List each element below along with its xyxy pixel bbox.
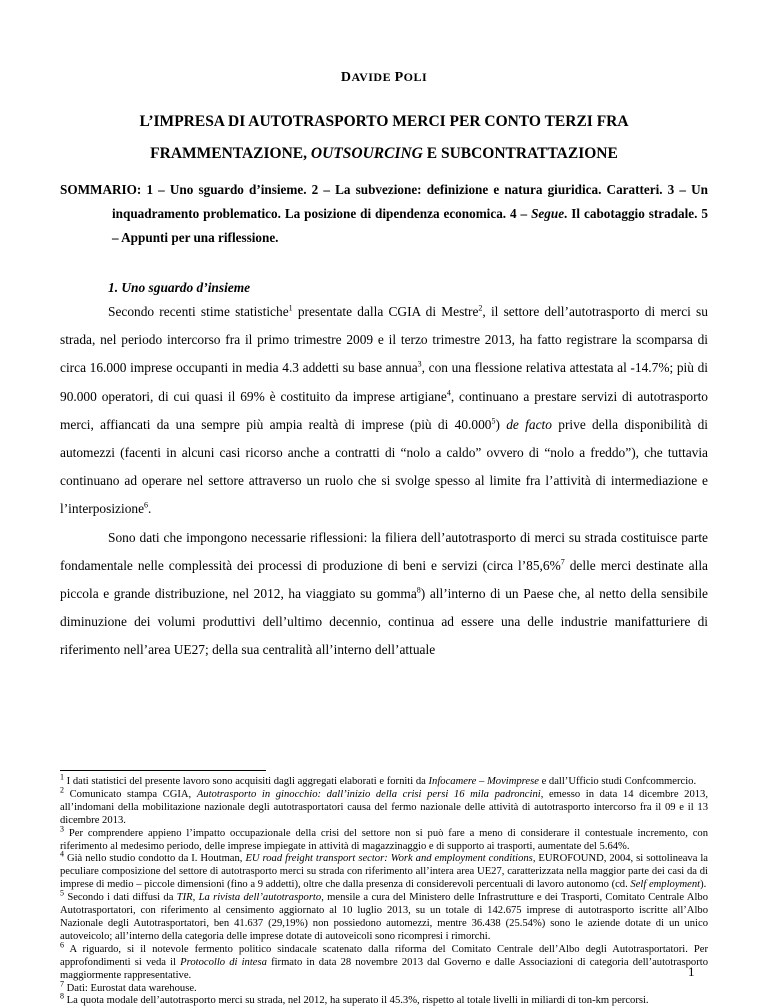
footnote-ref-6: 6 [144, 500, 149, 510]
footnote-ref-3: 3 [417, 359, 422, 369]
footnote-text: Per comprendere appieno l’impatto occupazionale della crisi del settore non si può fare a meno di considerare il contestuale incremento, con riferimento al medesimo periodo, delle imprese impiegate in attività di magazzinaggio e di supporto ai trasporti, aumentate del 5.64%. [60, 827, 708, 852]
footnote-number: 2 [60, 785, 64, 795]
footnote-text: I dati statistici del presente lavoro sono acquisiti dagli aggregati elaborati e forniti da [64, 776, 429, 787]
footnote-divider [60, 770, 266, 771]
p1-s4: , con una flessione relativa attestata al -14.7%; più di 90.000 operatori, di cui quasi il 69% è costituito da imprese artigiane [60, 360, 708, 404]
footnote-number: 3 [60, 824, 64, 834]
p2-s1: Sono dati che impongono necessarie riflessioni: la filiera dell’autotrasporto di merci su strada costituisce parte fondamentale nelle complessità dei processi di produzione di beni e servizi (circa l’85,6% [60, 529, 708, 573]
footnote-ref-4: 4 [446, 388, 451, 398]
footnote-2 [60, 785, 708, 828]
footnote-text: La quota modale dell’autotrasporto merci su strada, nel 2012, ha superato il 45.3%, rispetto al totale livelli in miliardi di ton-km percorsi. [64, 995, 649, 1007]
footnote-text: , EUROFOUND, 2004, si sottolineava la peculiare composizione del settore di autotrasporto merci su strada con riferimento all’intera area UE27, caratterizzata nella maggior parte dei casi da di imprese di medio – piccole dimensioni (fino a 9 addetti), oltre che dalla presenza di considerevoli percentuali di lavoro autonomo (cd. [60, 853, 709, 891]
author-last-rest: OLI [403, 70, 428, 84]
footnote-number: 7 [60, 978, 64, 988]
footnote-em: Autotrasporto in ginocchio: dall’inizio della crisi persi 16 mila padroncini [196, 788, 541, 800]
footnote-em: TIR, La rivista dell’autotrasporto [176, 892, 322, 904]
footnote-3 [60, 824, 708, 854]
footnote-number: 6 [60, 940, 64, 950]
footnote-em: Self employment [630, 879, 701, 891]
p1-s2: presentate dalla CGIA di Mestre [292, 304, 479, 319]
footnote-text: firmato in data 28 novembre 2013 dal Governo e dalle Associazioni di categoria dell’autotrasporto maggiormente rappresentative. [60, 956, 708, 981]
footnote-5 [60, 888, 708, 944]
p1-s3: , il settore dell’autotrasporto di merci su strada, nel periodo intercorso fra il primo trimestre 2009 e il terzo trimestre 2013, ha fatto registrare la scomparsa di circa 16.000 imprese occupanti in media 4.3 addetti su base annua [60, 304, 708, 376]
footnote-4 [60, 849, 709, 892]
footnote-number: 5 [60, 888, 64, 898]
p1-s5: , continuano a prestare servizi di autotrasporto merci, affiancati da una sempre più ampia realtà di imprese (più di 40.000 [60, 388, 708, 432]
section-heading: 1. Uno sguardo d’insieme [108, 280, 251, 295]
footnote-text: e dall’Ufficio studi Confcommercio. [538, 776, 697, 787]
footnote-7 [60, 978, 708, 996]
author-last-initial: P [394, 70, 404, 85]
footnote-text: Già nello studio condotto da I. Houtman, [64, 853, 246, 865]
footnote-ref-7: 7 [560, 557, 565, 567]
title-line-2-pre: FRAMMENTAZIONE, [150, 145, 311, 162]
footnote-ref-8: 8 [416, 585, 421, 595]
footnote-6 [60, 940, 708, 983]
title-line-2-em: OUTSOURCING [310, 145, 423, 162]
summary-em: Segue [531, 206, 565, 221]
footnote-text: , emesso in data 14 dicembre 2013, all’indomani della mobilitazione nazionale degli autotrasportatori causa del fermo nazionale delle attività di autotrasporto intercorso fra il 09 e il 13 dicembre 2013. [60, 788, 708, 826]
footnote-8 [60, 991, 708, 1008]
title-line-1: L’IMPRESA DI AUTOTRASPORTO MERCI PER CONTO TERZI FRA [139, 113, 629, 130]
footnote-em: Infocamere – Movimprese [428, 776, 539, 787]
paragraph-1 [60, 298, 708, 524]
author-name [0, 70, 768, 86]
p1-s1: Secondo recenti stime statistiche [108, 304, 289, 319]
footnote-text: Dati: Eurostat data warehouse. [64, 982, 197, 994]
footnote-number: 1 [60, 772, 64, 782]
footnote-text: , mensile a cura del Ministero delle Infrastrutture e dei Trasporti, Comitato Centrale Albo Autotrasportatori, con riferimento al censimento aggiornato al 10 luglio 2013, su un totale di 142.675 imprese di autotrasporto iscritte all’Albo Nazionale degli Autotrasportatori, ben 41.637 (29,19%) non possiedono automezzi, mentre 36.438 (25.54%) sono le aziende dotate di un unico autoveicolo; all’interno della categoria delle imprese dotate di autoveicoli sono ricompresi i rimorchi. [60, 892, 708, 942]
footnote-number: 4 [60, 849, 64, 859]
p1-em: de facto [506, 416, 552, 432]
footnote-text: Comunicato stampa CGIA, [64, 788, 197, 800]
footnote-1 [60, 772, 708, 789]
p1-s8: . [148, 501, 152, 517]
footnotes [60, 772, 709, 1008]
page-number: 1 [688, 964, 695, 979]
p2-s2: delle merci destinate alla piccola e grande distribuzione, nel 2012, ha viaggiato su gomma [60, 557, 708, 602]
author-first-rest: AVIDE [351, 70, 395, 84]
p1-s6: ) [495, 416, 507, 432]
summary-post: . Il cabotaggio stradale. 5 – Appunti per una riflessione. [112, 206, 708, 245]
title-line-2-post: E SUBCONTRATTAZIONE [422, 145, 618, 162]
footnote-text: ). [700, 879, 707, 891]
footnote-number: 8 [60, 991, 64, 1001]
paragraph-2 [60, 524, 708, 665]
footnote-text: Secondo i dati diffusi da [64, 892, 177, 904]
p2-s3: ) all’interno di un Paese che, al netto della sensibile diminuzione dei volumi produttivi dell’ultimo decennio, continua ad essere una delle industrie manifatturiere di riferimento nell’area UE27; della sua centralità all’interno dell’attuale [60, 586, 708, 658]
summary-pre: SOMMARIO: 1 – Uno sguardo d’insieme. 2 – La subvezione: definizione e natura giuridica. Caratteri. 3 – Un inquadramento problematico. La posizione di dipendenza economica. 4 – [60, 182, 708, 221]
table-of-contents [60, 178, 708, 250]
title-line-2 [60, 138, 708, 170]
footnote-em: Protocollo di intesa [180, 956, 267, 968]
footnote-ref-2: 2 [478, 303, 483, 313]
paper-title [60, 106, 708, 170]
author-initial: D [340, 70, 352, 85]
footnote-em: EU road freight transport sector: Work and employment conditions [245, 853, 533, 865]
footnote-ref-1: 1 [288, 303, 293, 313]
footnote-text: A riguardo, si il notevole fermento politico sindacale scatenato dalla riforma del Comitato Centrale dell’Albo degli Autotrasportatori. Per approfondimenti si veda il [60, 943, 708, 968]
body-text [60, 298, 708, 665]
p1-s7: prive della disponibilità di automezzi (facenti in alcuni casi ricorso anche a contratti di “nolo a caldo” ovvero di “nolo a freddo”), che tuttavia continuano ad operare nel settore attraverso un ruolo che si svolge spesso al limite fra l’attività di intermediazione e l’interposizione [60, 416, 709, 517]
footnote-ref-5: 5 [491, 416, 496, 426]
